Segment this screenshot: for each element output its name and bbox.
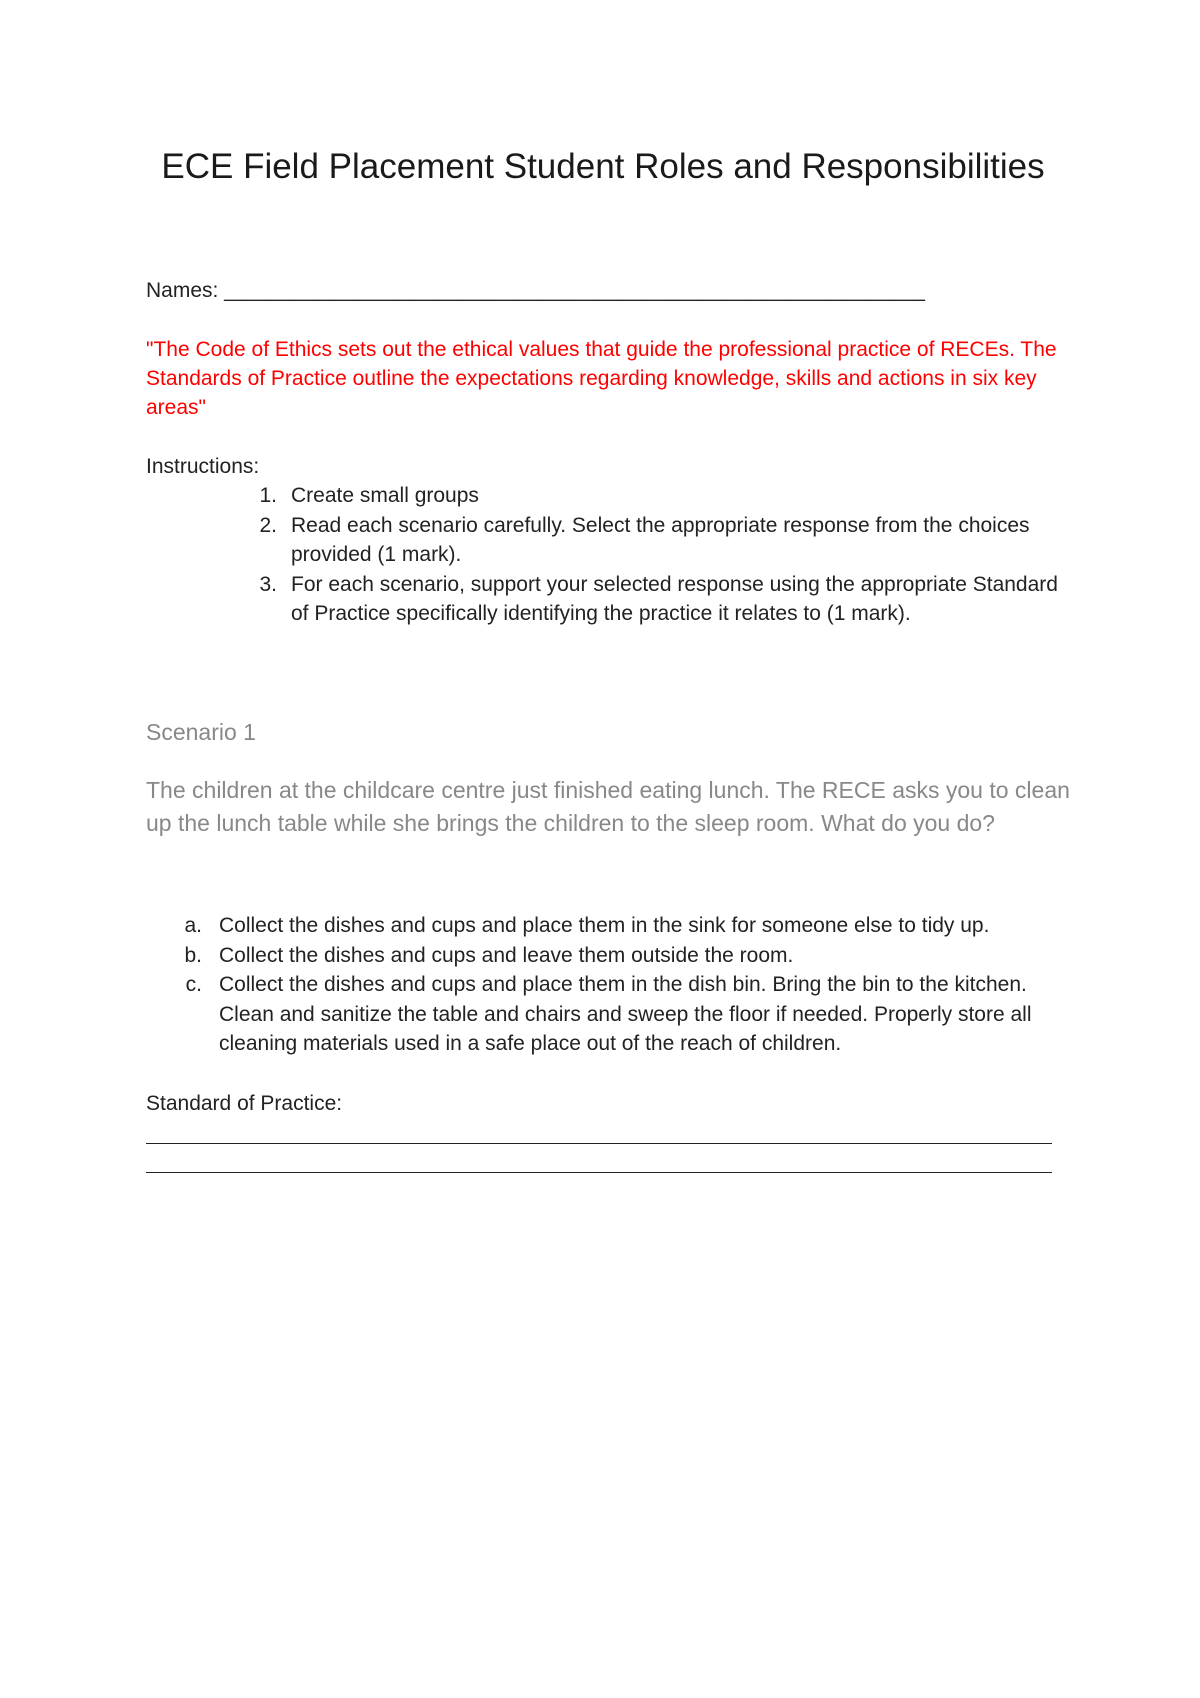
instruction-item: [0, 481, 1200, 511]
option-text: Collect the dishes and cups and leave them outside the room.: [219, 943, 794, 967]
document-title: ECE Field Placement Student Roles and Responsibilities: [161, 147, 1045, 186]
instructions-list: [0, 481, 1200, 629]
code-of-ethics-quote: "The Code of Ethics sets out the ethical values that guide the professional practice of RECEs. The Standards of Practice outline the expectations regarding knowledge, skills and actions in six key areas": [146, 338, 1057, 419]
instruction-text: For each scenario, support your selected response using the appropriate Standard of Practice specifically identifying the practice it relates to (1 mark).: [291, 572, 1058, 625]
answer-blank-line: [146, 1143, 1052, 1144]
option-text: Collect the dishes and cups and place them in the sink for someone else to tidy up.: [219, 914, 990, 937]
answer-blank-line: [146, 1172, 1052, 1173]
instruction-text: Create small groups: [291, 484, 479, 507]
names-field: Names: ____________________________________________________________: [146, 279, 925, 302]
scenario-option: [0, 970, 1200, 1059]
standard-of-practice-label: Standard of Practice:: [146, 1092, 343, 1115]
instruction-item: [0, 570, 1200, 629]
scenario-option: [0, 911, 1200, 941]
option-text: Collect the dishes and cups and place them in the dish bin. Bring the bin to the kitchen. Clean and sanitize the table and chairs and sweep the floor if needed. Properly store all cleaning materials used in a safe place out of the reach of children.: [219, 973, 1032, 1055]
option-letter: a.: [184, 914, 202, 937]
instruction-number: 1.: [259, 484, 277, 507]
scenario-text: The children at the childcare centre just finished eating lunch. The RECE asks you to clean up the lunch table while she brings the children to the sleep room. What do you do?: [146, 777, 1070, 836]
instruction-number: 3.: [259, 572, 277, 596]
scenario-option: [0, 941, 1200, 971]
option-letter: c.: [185, 973, 202, 996]
scenario-title: Scenario 1: [146, 719, 256, 745]
instruction-number: 2.: [259, 513, 277, 537]
instruction-item: [0, 511, 1200, 570]
option-letter: b.: [184, 943, 202, 967]
scenario-options-list: [0, 911, 1200, 1059]
instruction-text: Read each scenario carefully. Select the appropriate response from the choices provided (1 mark).: [291, 513, 1030, 566]
instructions-label: Instructions:: [146, 455, 260, 478]
